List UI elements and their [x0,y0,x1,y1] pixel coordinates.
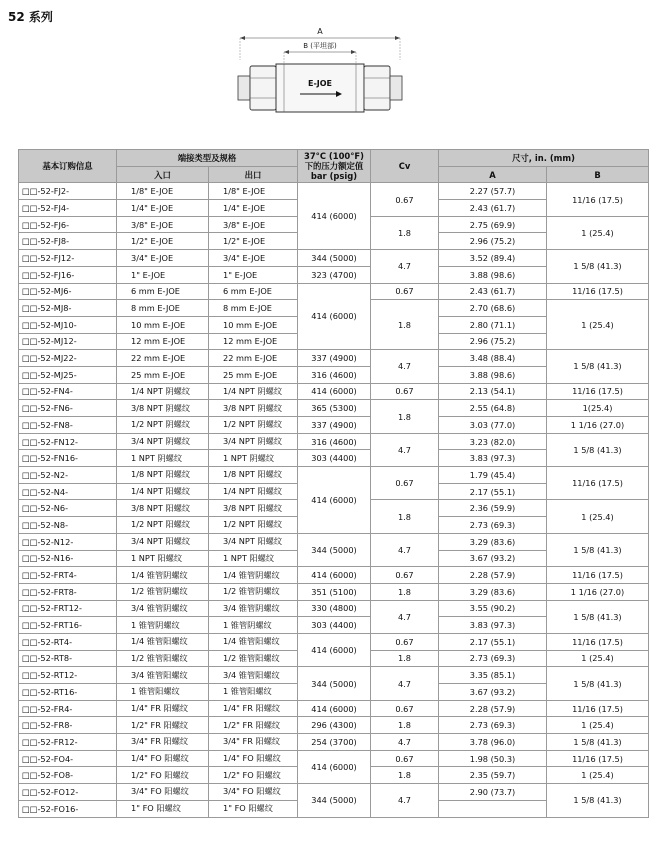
inlet-cell: 1/2 锥管阳螺纹 [117,650,209,667]
dim-b-cell: 11/16 (17.5) [547,700,649,717]
outlet-cell: 1" FO 阳螺纹 [209,800,298,817]
order-number-cell: □□-52-MJ12- [19,333,117,350]
outlet-cell: 1 锥管阴螺纹 [209,617,298,634]
order-number-cell: □□-52-FR8- [19,717,117,734]
dim-b-cell: 1 (25.4) [547,650,649,667]
spec-table [18,149,649,818]
dim-b-cell: 1 1/16 (27.0) [547,583,649,600]
pressure-cell: 337 (4900) [298,417,371,434]
dim-a-cell: 2.13 (54.1) [439,383,547,400]
order-number-cell: □□-52-MJ22- [19,350,117,367]
dim-b-cell: 1 (25.4) [547,216,649,249]
pressure-cell: 303 (4400) [298,617,371,634]
pressure-cell: 414 (6000) [298,183,371,250]
dim-a-cell: 3.48 (88.4) [439,350,547,367]
inlet-cell: 3/4 锥管阳螺纹 [117,667,209,684]
order-number-cell: □□-52-MJ25- [19,366,117,383]
pressure-cell: 414 (6000) [298,700,371,717]
cv-cell: 0.67 [371,283,439,300]
pressure-cell: 303 (4400) [298,450,371,467]
inlet-cell: 3/4 NPT 阴螺纹 [117,433,209,450]
dim-b-cell: 1 5/8 (41.3) [547,250,649,283]
outlet-cell: 1/2 锥管阳螺纹 [209,650,298,667]
inlet-cell: 25 mm E-JOE [117,366,209,383]
dim-a-cell: 3.67 (93.2) [439,550,547,567]
outlet-cell: 1/4" FR 阳螺纹 [209,700,298,717]
header-pressure-line2: 下的压力额定值 [304,161,364,172]
order-number-cell: □□-52-N12- [19,533,117,550]
header-outlet: 出口 [209,166,298,183]
outlet-cell: 1/2 锥管阴螺纹 [209,583,298,600]
pressure-cell: 337 (4900) [298,350,371,367]
cv-cell: 1.8 [371,300,439,350]
inlet-cell: 1/2 锥管阴螺纹 [117,583,209,600]
cv-cell: 4.7 [371,734,439,751]
order-number-cell: □□-52-N8- [19,517,117,534]
inlet-cell: 3/8 NPT 阴螺纹 [117,400,209,417]
dim-a-cell: 3.23 (82.0) [439,433,547,450]
cv-cell: 0.67 [371,383,439,400]
inlet-cell: 1 NPT 阴螺纹 [117,450,209,467]
dim-a-cell: 2.96 (75.2) [439,333,547,350]
inlet-cell: 1/4" FR 阳螺纹 [117,700,209,717]
inlet-cell: 1/4 NPT 阴螺纹 [117,383,209,400]
order-number-cell: □□-52-FRT16- [19,617,117,634]
outlet-cell: 1/4 锥管阳螺纹 [209,633,298,650]
inlet-cell: 12 mm E-JOE [117,333,209,350]
cv-cell: 1.8 [371,400,439,433]
inlet-cell: 3/8 NPT 阳螺纹 [117,500,209,517]
dim-a-cell: 3.29 (83.6) [439,533,547,550]
outlet-cell: 1/8" E-JOE [209,183,298,200]
dim-b-label: B (平坦部) [303,42,337,50]
dim-b-cell: 11/16 (17.5) [547,750,649,767]
outlet-cell: 3/4 NPT 阳螺纹 [209,533,298,550]
order-number-cell: □□-52-MJ8- [19,300,117,317]
dim-b-cell: 1 5/8 (41.3) [547,784,649,817]
outlet-cell: 1/2 NPT 阴螺纹 [209,417,298,434]
outlet-cell: 3/8 NPT 阳螺纹 [209,500,298,517]
pressure-cell: 414 (6000) [298,467,371,534]
inlet-cell: 3/8" E-JOE [117,216,209,233]
outlet-cell: 1/2" FO 阳螺纹 [209,767,298,784]
inlet-cell: 8 mm E-JOE [117,300,209,317]
inlet-cell: 1/2 NPT 阳螺纹 [117,517,209,534]
pressure-cell: 323 (4700) [298,266,371,283]
inlet-cell: 6 mm E-JOE [117,283,209,300]
header-order-info: 基本订购信息 [19,150,117,183]
dim-a-cell: 2.28 (57.9) [439,700,547,717]
cv-cell: 4.7 [371,533,439,566]
outlet-cell: 3/8" E-JOE [209,216,298,233]
inlet-cell: 1/4" E-JOE [117,200,209,217]
dim-b-cell: 11/16 (17.5) [547,383,649,400]
dim-b-cell: 1 5/8 (41.3) [547,600,649,633]
order-number-cell: □□-52-FO8- [19,767,117,784]
cv-cell: 0.67 [371,750,439,767]
dim-a-cell: 3.03 (77.0) [439,417,547,434]
cv-cell: 1.8 [371,717,439,734]
cv-cell: 1.8 [371,500,439,533]
outlet-cell: 3/4 NPT 阴螺纹 [209,433,298,450]
dim-a-cell: 3.52 (89.4) [439,250,547,267]
outlet-cell: 1/4 NPT 阳螺纹 [209,483,298,500]
order-number-cell: □□-52-FJ6- [19,216,117,233]
order-number-cell: □□-52-FN8- [19,417,117,434]
order-number-cell: □□-52-FJ2- [19,183,117,200]
pressure-cell: 414 (6000) [298,383,371,400]
order-number-cell: □□-52-FR12- [19,734,117,751]
pressure-cell: 316 (4600) [298,366,371,383]
inlet-cell: 10 mm E-JOE [117,316,209,333]
outlet-cell: 1 锥管阳螺纹 [209,684,298,701]
dim-a-cell: 2.17 (55.1) [439,483,547,500]
order-number-cell: □□-52-FJ16- [19,266,117,283]
dim-b-cell: 1 (25.4) [547,500,649,533]
dim-b-cell: 11/16 (17.5) [547,183,649,216]
dim-b-cell: 11/16 (17.5) [547,283,649,300]
pressure-cell: 344 (5000) [298,533,371,566]
dim-b-cell: 1 5/8 (41.3) [547,433,649,466]
body-label: E-JOE [307,79,333,88]
header-pressure-line3: bar (psig) [310,171,358,182]
dim-a-cell: 2.70 (68.6) [439,300,547,317]
page-title: 52 系列 [8,10,53,24]
outlet-cell: 1/4 锥管阴螺纹 [209,567,298,584]
order-number-cell: □□-52-FRT12- [19,600,117,617]
outlet-cell: 3/4 锥管阳螺纹 [209,667,298,684]
outlet-cell: 12 mm E-JOE [209,333,298,350]
dim-a-cell: 3.67 (93.2) [439,684,547,701]
inlet-cell: 1" E-JOE [117,266,209,283]
order-number-cell: □□-52-FRT8- [19,583,117,600]
table-row [19,600,649,617]
order-number-cell: □□-52-FO4- [19,750,117,767]
dim-a-cell: 3.78 (96.0) [439,734,547,751]
order-number-cell: □□-52-FRT4- [19,567,117,584]
cv-cell: 4.7 [371,250,439,283]
dim-b-cell: 11/16 (17.5) [547,567,649,584]
inlet-cell: 1" FO 阳螺纹 [117,800,209,817]
outlet-cell: 1/4 NPT 阴螺纹 [209,383,298,400]
dim-b-cell: 1 5/8 (41.3) [547,350,649,383]
cv-cell: 4.7 [371,433,439,466]
outlet-cell: 1 NPT 阳螺纹 [209,550,298,567]
table-row [19,250,649,267]
outlet-cell: 3/4" FR 阳螺纹 [209,734,298,751]
inlet-cell: 3/4" FR 阳螺纹 [117,734,209,751]
pressure-cell: 365 (5300) [298,400,371,417]
header-pressure-line1: 37°C (100°F) [304,151,364,162]
order-number-cell: □□-52-FJ4- [19,200,117,217]
check-valve-diagram [230,26,410,136]
dim-b-cell: 1 (25.4) [547,767,649,784]
table-row [19,433,649,450]
order-number-cell: □□-52-MJ6- [19,283,117,300]
cv-cell: 0.67 [371,633,439,650]
dim-a-cell: 3.83 (97.3) [439,617,547,634]
outlet-cell: 1/4" E-JOE [209,200,298,217]
dim-a-cell: 2.55 (64.8) [439,400,547,417]
table-row [19,567,649,584]
inlet-cell: 1/2" FO 阳螺纹 [117,767,209,784]
inlet-cell: 1/8 NPT 阳螺纹 [117,467,209,484]
dim-b-cell: 1 5/8 (41.3) [547,533,649,566]
header-dim-b: B [547,166,649,183]
cv-cell: 4.7 [371,667,439,700]
dim-a-cell: 2.73 (69.3) [439,517,547,534]
table-row [19,667,649,684]
dim-a-cell: 2.75 (69.9) [439,216,547,233]
dim-a-cell: 3.29 (83.6) [439,583,547,600]
inlet-cell: 3/4 锥管阴螺纹 [117,600,209,617]
pressure-cell: 414 (6000) [298,283,371,350]
outlet-cell: 1/4" FO 阳螺纹 [209,750,298,767]
inlet-cell: 3/4 NPT 阳螺纹 [117,533,209,550]
header-dimensions: 尺寸, in. (mm) [439,150,649,167]
outlet-cell: 1 NPT 阴螺纹 [209,450,298,467]
order-number-cell: □□-52-FJ8- [19,233,117,250]
table-row [19,784,649,801]
order-number-cell: □□-52-N6- [19,500,117,517]
pressure-cell: 316 (4600) [298,433,371,450]
dim-a-label: A [317,27,323,36]
cv-cell: 1.8 [371,216,439,249]
outlet-cell: 1" E-JOE [209,266,298,283]
table-row [19,750,649,767]
order-number-cell: □□-52-RT16- [19,684,117,701]
cv-cell: 0.67 [371,567,439,584]
outlet-cell: 1/2" E-JOE [209,233,298,250]
cv-cell: 0.67 [371,467,439,500]
table-row [19,183,649,200]
outlet-cell: 22 mm E-JOE [209,350,298,367]
inlet-cell: 1/4 NPT 阳螺纹 [117,483,209,500]
order-number-cell: □□-52-RT4- [19,633,117,650]
inlet-cell: 1/2 NPT 阴螺纹 [117,417,209,434]
cv-cell: 1.8 [371,583,439,600]
order-number-cell: □□-52-N16- [19,550,117,567]
outlet-cell: 25 mm E-JOE [209,366,298,383]
cv-cell: 4.7 [371,784,439,817]
dim-a-cell: 2.73 (69.3) [439,717,547,734]
inlet-cell: 1/4 锥管阳螺纹 [117,633,209,650]
table-row [19,633,649,650]
cv-cell: 1.8 [371,650,439,667]
outlet-cell: 1/2 NPT 阳螺纹 [209,517,298,534]
dim-a-cell: 2.80 (71.1) [439,316,547,333]
pressure-cell: 330 (4800) [298,600,371,617]
inlet-cell: 1 NPT 阳螺纹 [117,550,209,567]
dim-a-cell: 2.36 (59.9) [439,500,547,517]
dim-a-cell: 3.83 (97.3) [439,450,547,467]
order-number-cell: □□-52-FO12- [19,784,117,801]
inlet-cell: 1/4" FO 阳螺纹 [117,750,209,767]
dim-a-cell: 2.17 (55.1) [439,633,547,650]
header-dim-a: A [439,166,547,183]
dim-a-cell: 3.35 (85.1) [439,667,547,684]
cv-cell: 4.7 [371,350,439,383]
dim-b-cell: 1(25.4) [547,400,649,417]
dim-a-cell: 2.43 (61.7) [439,283,547,300]
cv-cell: 1.8 [371,767,439,784]
table-row [19,533,649,550]
header-pressure [298,150,371,183]
table-row [19,717,649,734]
pressure-cell: 414 (6000) [298,750,371,783]
outlet-cell: 6 mm E-JOE [209,283,298,300]
table-row [19,350,649,367]
pressure-cell: 351 (5100) [298,583,371,600]
dim-a-cell: 3.88 (98.6) [439,266,547,283]
dim-a-cell: 2.96 (75.2) [439,233,547,250]
spec-table-body [19,183,649,817]
dim-b-cell: 11/16 (17.5) [547,467,649,500]
inlet-cell: 1/2" FR 阳螺纹 [117,717,209,734]
dim-a-cell [439,800,547,817]
inlet-cell: 1 锥管阴螺纹 [117,617,209,634]
dim-a-cell: 1.79 (45.4) [439,467,547,484]
header-cv: Cv [371,150,439,183]
dim-a-cell: 2.35 (59.7) [439,767,547,784]
table-row [19,283,649,300]
dim-b-cell: 1 (25.4) [547,717,649,734]
pressure-cell: 414 (6000) [298,567,371,584]
table-row [19,383,649,400]
outlet-cell: 1/8 NPT 阳螺纹 [209,467,298,484]
cv-cell: 0.67 [371,700,439,717]
dim-b-cell: 1 5/8 (41.3) [547,734,649,751]
order-number-cell: □□-52-FR4- [19,700,117,717]
table-row [19,400,649,417]
header-end-type: 端接类型及规格 [117,150,298,167]
pressure-cell: 344 (5000) [298,250,371,267]
dim-a-cell: 1.98 (50.3) [439,750,547,767]
dim-b-cell: 1 (25.4) [547,300,649,350]
dim-b-cell: 1 5/8 (41.3) [547,667,649,700]
header-inlet: 入口 [117,166,209,183]
dim-b-cell: 1 1/16 (27.0) [547,417,649,434]
inlet-cell: 1 锥管阳螺纹 [117,684,209,701]
table-row [19,583,649,600]
dim-a-cell: 2.73 (69.3) [439,650,547,667]
dim-a-cell: 3.55 (90.2) [439,600,547,617]
order-number-cell: □□-52-FN16- [19,450,117,467]
order-number-cell: □□-52-N2- [19,467,117,484]
inlet-cell: 22 mm E-JOE [117,350,209,367]
order-number-cell: □□-52-FN4- [19,383,117,400]
inlet-cell: 1/8" E-JOE [117,183,209,200]
cv-cell: 4.7 [371,600,439,633]
pressure-cell: 414 (6000) [298,633,371,666]
outlet-cell: 1/2" FR 阳螺纹 [209,717,298,734]
cv-cell: 0.67 [371,183,439,216]
table-row [19,700,649,717]
order-number-cell: □□-52-FO16- [19,800,117,817]
table-row [19,734,649,751]
dim-a-cell: 2.90 (73.7) [439,784,547,801]
table-row [19,467,649,484]
inlet-cell: 3/4" FO 阳螺纹 [117,784,209,801]
dim-b-cell: 11/16 (17.5) [547,633,649,650]
pressure-cell: 344 (5000) [298,667,371,700]
order-number-cell: □□-52-FJ12- [19,250,117,267]
pressure-cell: 254 (3700) [298,734,371,751]
dim-a-cell: 2.27 (57.7) [439,183,547,200]
inlet-cell: 1/2" E-JOE [117,233,209,250]
pressure-cell: 344 (5000) [298,784,371,817]
order-number-cell: □□-52-N4- [19,483,117,500]
table-row [19,417,649,434]
outlet-cell: 3/8 NPT 阴螺纹 [209,400,298,417]
dim-a-cell: 3.88 (98.6) [439,366,547,383]
order-number-cell: □□-52-RT8- [19,650,117,667]
order-number-cell: □□-52-MJ10- [19,316,117,333]
dim-a-cell: 2.28 (57.9) [439,567,547,584]
inlet-cell: 3/4" E-JOE [117,250,209,267]
pressure-cell: 296 (4300) [298,717,371,734]
outlet-cell: 10 mm E-JOE [209,316,298,333]
dim-a-cell: 2.43 (61.7) [439,200,547,217]
order-number-cell: □□-52-FN6- [19,400,117,417]
inlet-cell: 1/4 锥管阴螺纹 [117,567,209,584]
outlet-cell: 3/4" FO 阳螺纹 [209,784,298,801]
outlet-cell: 8 mm E-JOE [209,300,298,317]
outlet-cell: 3/4 锥管阴螺纹 [209,600,298,617]
order-number-cell: □□-52-RT12- [19,667,117,684]
order-number-cell: □□-52-FN12- [19,433,117,450]
outlet-cell: 3/4" E-JOE [209,250,298,267]
